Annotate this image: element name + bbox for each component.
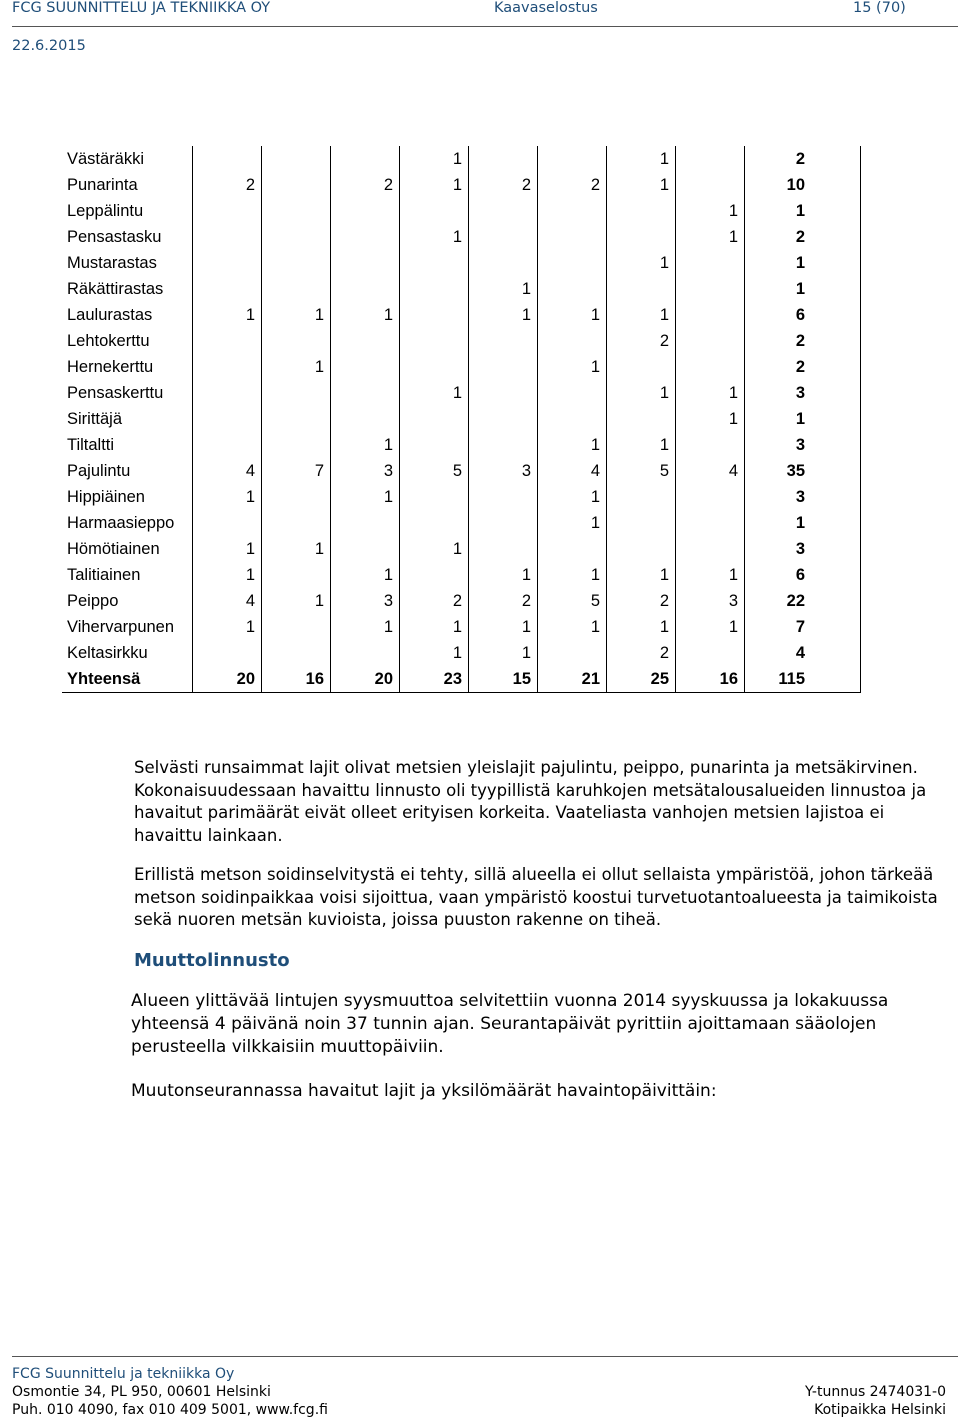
table-row [62, 536, 861, 562]
count-cell [331, 328, 400, 354]
footer-rule [12, 1356, 958, 1357]
count-cell: 1 [538, 354, 607, 380]
count-cell: 1 [607, 380, 676, 406]
species-name: Pensaskerttu [62, 380, 193, 406]
count-cell: 1 [262, 536, 331, 562]
total-cell: 3 [745, 484, 861, 510]
total-cell: 7 [745, 614, 861, 640]
species-name: Pajulintu [62, 458, 193, 484]
count-cell: 3 [676, 588, 745, 614]
table-row [62, 588, 861, 614]
count-cell: 15 [469, 666, 538, 693]
count-cell [193, 640, 262, 666]
table-row [62, 510, 861, 536]
total-cell: 1 [745, 510, 861, 536]
count-cell: 1 [469, 614, 538, 640]
count-cell [262, 224, 331, 250]
count-cell: 21 [538, 666, 607, 693]
count-cell [400, 354, 469, 380]
species-name: Räkättirastas [62, 276, 193, 302]
count-cell [469, 250, 538, 276]
count-cell: 1 [469, 640, 538, 666]
count-cell [262, 562, 331, 588]
count-cell: 23 [400, 666, 469, 693]
count-cell: 2 [607, 588, 676, 614]
count-cell [193, 380, 262, 406]
count-cell: 1 [193, 302, 262, 328]
total-cell: 35 [745, 458, 861, 484]
count-cell: 1 [607, 562, 676, 588]
count-cell [469, 484, 538, 510]
table-row [62, 276, 861, 302]
count-cell [193, 328, 262, 354]
count-cell [469, 328, 538, 354]
count-cell [400, 250, 469, 276]
count-cell [607, 276, 676, 302]
species-name: Peippo [62, 588, 193, 614]
total-cell: 2 [745, 354, 861, 380]
count-cell: 2 [331, 172, 400, 198]
count-cell: 1 [538, 614, 607, 640]
total-cell: 6 [745, 302, 861, 328]
count-cell [331, 146, 400, 172]
count-cell [607, 510, 676, 536]
table-row [62, 484, 861, 510]
count-cell: 1 [400, 224, 469, 250]
species-name: Mustarastas [62, 250, 193, 276]
count-cell [331, 198, 400, 224]
count-cell [331, 406, 400, 432]
table-row [62, 302, 861, 328]
count-cell: 20 [193, 666, 262, 693]
count-cell: 1 [469, 276, 538, 302]
count-cell [607, 484, 676, 510]
count-cell [538, 328, 607, 354]
count-cell: 20 [331, 666, 400, 693]
count-cell: 2 [538, 172, 607, 198]
count-cell: 1 [262, 354, 331, 380]
count-cell [676, 510, 745, 536]
count-cell [676, 328, 745, 354]
count-cell [331, 380, 400, 406]
paragraph-table-intro: Muutonseurannassa havaitut lajit ja yksilömäärät havaintopäivittäin: [131, 1081, 717, 1101]
count-cell: 1 [193, 614, 262, 640]
count-cell [193, 432, 262, 458]
count-cell: 1 [331, 484, 400, 510]
total-cell: 115 [745, 666, 861, 693]
total-cell: 3 [745, 536, 861, 562]
count-cell [538, 250, 607, 276]
table-row [62, 172, 861, 198]
footer-domicile: Kotipaikka Helsinki [814, 1402, 946, 1418]
count-cell [676, 484, 745, 510]
count-cell: 1 [538, 432, 607, 458]
count-cell: 4 [193, 458, 262, 484]
count-cell: 1 [331, 614, 400, 640]
count-cell [538, 198, 607, 224]
count-cell: 1 [400, 146, 469, 172]
count-cell: 5 [607, 458, 676, 484]
count-cell: 3 [331, 588, 400, 614]
count-cell: 4 [193, 588, 262, 614]
species-name: Pensastasku [62, 224, 193, 250]
count-cell: 1 [607, 172, 676, 198]
total-cell: 2 [745, 328, 861, 354]
count-cell [193, 198, 262, 224]
count-cell [193, 146, 262, 172]
count-cell [469, 224, 538, 250]
paragraph-metso: Erillistä metson soidinselvitystä ei tehty, sillä alueella ei ollut sellaista ympäristöä, johon tärkeää metson soidinpaikkaa voisi sijoittua, vaan ympäristö koostui turvetuotantoalueesta ja taimikoista sekä nuoren metsän kuvioista, joissa puuston rakenne on tiheä. [134, 865, 938, 929]
count-cell [400, 406, 469, 432]
count-cell: 1 [400, 536, 469, 562]
footer-contact: Puh. 010 4090, fax 010 409 5001, www.fcg.fi [12, 1402, 328, 1418]
count-cell [676, 146, 745, 172]
count-cell: 2 [469, 588, 538, 614]
count-cell: 2 [607, 328, 676, 354]
count-cell: 1 [193, 562, 262, 588]
count-cell: 1 [331, 302, 400, 328]
total-cell: 1 [745, 250, 861, 276]
count-cell: 1 [607, 250, 676, 276]
count-cell [469, 510, 538, 536]
count-cell [331, 640, 400, 666]
count-cell [262, 198, 331, 224]
total-cell: 2 [745, 224, 861, 250]
count-cell [469, 406, 538, 432]
count-cell [676, 536, 745, 562]
count-cell: 1 [400, 640, 469, 666]
count-cell: 1 [193, 536, 262, 562]
count-cell [262, 146, 331, 172]
count-cell [538, 380, 607, 406]
count-cell: 1 [193, 484, 262, 510]
paragraph-results: Selvästi runsaimmat lajit olivat metsien yleislajit pajulintu, peippo, punarinta ja metsäkirvinen. Kokonaisuudessaan havaittu linnusto oli tyypillistä karuhkojen metsätalousalueiden linnustoa ja havaitut parimäärät eivät olleet erityisen korkeita. Vaateliasta vanhojen metsien lajistoa ei havaittu lainkaan. [134, 758, 927, 845]
count-cell: 1 [538, 484, 607, 510]
count-cell: 7 [262, 458, 331, 484]
page-footer [12, 1356, 958, 1421]
count-cell [400, 562, 469, 588]
count-cell [538, 406, 607, 432]
species-name: Sirittäjä [62, 406, 193, 432]
count-cell: 1 [538, 510, 607, 536]
count-cell [262, 172, 331, 198]
count-cell [193, 224, 262, 250]
count-cell: 2 [469, 172, 538, 198]
table-row [62, 614, 861, 640]
count-cell: 4 [676, 458, 745, 484]
count-cell [538, 640, 607, 666]
count-cell: 2 [193, 172, 262, 198]
table-row [62, 458, 861, 484]
count-cell [262, 432, 331, 458]
species-name: Hernekerttu [62, 354, 193, 380]
count-cell [676, 302, 745, 328]
species-name: Harmaasieppo [62, 510, 193, 536]
count-cell [538, 276, 607, 302]
species-name: Leppälintu [62, 198, 193, 224]
table-row [62, 250, 861, 276]
table-row [62, 198, 861, 224]
count-cell: 25 [607, 666, 676, 693]
count-cell [193, 354, 262, 380]
count-cell [469, 432, 538, 458]
count-cell [607, 354, 676, 380]
count-cell [262, 276, 331, 302]
table-row [62, 328, 861, 354]
count-cell: 1 [676, 224, 745, 250]
table-total-row [62, 666, 861, 693]
count-cell [193, 406, 262, 432]
count-cell [331, 224, 400, 250]
count-cell [331, 536, 400, 562]
header-rule [12, 26, 958, 27]
count-cell [400, 198, 469, 224]
count-cell [331, 276, 400, 302]
count-cell [469, 198, 538, 224]
total-cell: 22 [745, 588, 861, 614]
count-cell [676, 172, 745, 198]
count-cell [676, 354, 745, 380]
header-doc-type: Kaavaselostus [494, 0, 598, 16]
count-cell: 2 [400, 588, 469, 614]
count-cell: 1 [331, 432, 400, 458]
total-cell: 4 [745, 640, 861, 666]
count-cell: 3 [331, 458, 400, 484]
header-company: FCG SUUNNITTELU JA TEKNIIKKA OY [12, 0, 271, 16]
count-cell [676, 250, 745, 276]
count-cell: 1 [607, 302, 676, 328]
count-cell [262, 328, 331, 354]
count-cell: 1 [538, 562, 607, 588]
table-row [62, 562, 861, 588]
species-name: Laulurastas [62, 302, 193, 328]
count-cell [262, 484, 331, 510]
count-cell: 16 [676, 666, 745, 693]
footer-business-id: Y-tunnus 2474031-0 [805, 1384, 946, 1400]
count-cell: 3 [469, 458, 538, 484]
count-cell [262, 614, 331, 640]
count-cell: 4 [538, 458, 607, 484]
table-row [62, 640, 861, 666]
count-cell [400, 484, 469, 510]
count-cell [538, 224, 607, 250]
count-cell [262, 510, 331, 536]
count-cell: 1 [676, 198, 745, 224]
count-cell [262, 250, 331, 276]
count-cell [607, 224, 676, 250]
table-row [62, 146, 861, 172]
table-row [62, 406, 861, 432]
count-cell: 1 [676, 614, 745, 640]
count-cell: 1 [400, 172, 469, 198]
species-name: Västäräkki [62, 146, 193, 172]
species-name: Hömötiainen [62, 536, 193, 562]
count-cell: 1 [676, 380, 745, 406]
count-cell [331, 250, 400, 276]
count-cell [538, 536, 607, 562]
species-name: Punarinta [62, 172, 193, 198]
table-row [62, 354, 861, 380]
count-cell [193, 276, 262, 302]
count-cell: 1 [400, 380, 469, 406]
total-cell: 1 [745, 406, 861, 432]
count-cell: 5 [538, 588, 607, 614]
total-cell: 3 [745, 380, 861, 406]
count-cell [676, 276, 745, 302]
page-header [0, 0, 960, 60]
header-page-number: 15 (70) [853, 0, 906, 16]
species-name: Keltasirkku [62, 640, 193, 666]
section-heading: Muuttolinnusto [134, 950, 290, 971]
count-cell [400, 510, 469, 536]
count-cell [469, 146, 538, 172]
count-cell [400, 302, 469, 328]
count-cell [193, 510, 262, 536]
count-cell: 1 [262, 588, 331, 614]
table-row [62, 380, 861, 406]
bird-count-table-body [62, 146, 861, 693]
table-row [62, 432, 861, 458]
table-row [62, 224, 861, 250]
count-cell: 2 [607, 640, 676, 666]
total-cell: 1 [745, 276, 861, 302]
total-cell: 2 [745, 146, 861, 172]
species-name: Lehtokerttu [62, 328, 193, 354]
count-cell [469, 380, 538, 406]
count-cell: 1 [676, 562, 745, 588]
count-cell: 1 [262, 302, 331, 328]
count-cell: 1 [607, 614, 676, 640]
total-cell: 3 [745, 432, 861, 458]
species-name: Talitiainen [62, 562, 193, 588]
count-cell [262, 640, 331, 666]
count-cell [262, 380, 331, 406]
species-name: Yhteensä [62, 666, 193, 693]
count-cell [469, 354, 538, 380]
count-cell [331, 354, 400, 380]
count-cell [607, 536, 676, 562]
species-name: Tiltaltti [62, 432, 193, 458]
count-cell [676, 640, 745, 666]
paragraph-migration: Alueen ylittävää lintujen syysmuuttoa selvitettiin vuonna 2014 syyskuussa ja lokakuussa yhteensä 4 päivänä noin 37 tunnin ajan. Seurantapäivät pyrittiin ajoittamaan sääolojen perusteella vilkkaisiin muuttopäiviin. [131, 991, 889, 1057]
count-cell: 1 [400, 614, 469, 640]
count-cell [676, 432, 745, 458]
count-cell [607, 406, 676, 432]
count-cell: 1 [331, 562, 400, 588]
count-cell [400, 432, 469, 458]
total-cell: 1 [745, 198, 861, 224]
total-cell: 10 [745, 172, 861, 198]
count-cell [538, 146, 607, 172]
total-cell: 6 [745, 562, 861, 588]
count-cell: 16 [262, 666, 331, 693]
count-cell [607, 198, 676, 224]
header-date: 22.6.2015 [12, 38, 86, 54]
footer-address: Osmontie 34, PL 950, 00601 Helsinki [12, 1384, 271, 1400]
species-name: Hippiäinen [62, 484, 193, 510]
count-cell [400, 328, 469, 354]
count-cell: 1 [607, 432, 676, 458]
count-cell [469, 536, 538, 562]
count-cell [193, 250, 262, 276]
count-cell [331, 510, 400, 536]
count-cell [400, 276, 469, 302]
species-name: Vihervarpunen [62, 614, 193, 640]
count-cell: 5 [400, 458, 469, 484]
count-cell [262, 406, 331, 432]
count-cell: 1 [538, 302, 607, 328]
bird-count-table [62, 146, 861, 693]
count-cell: 1 [469, 302, 538, 328]
count-cell: 1 [676, 406, 745, 432]
count-cell: 1 [469, 562, 538, 588]
count-cell: 1 [607, 146, 676, 172]
footer-company: FCG Suunnittelu ja tekniikka Oy [12, 1366, 235, 1382]
